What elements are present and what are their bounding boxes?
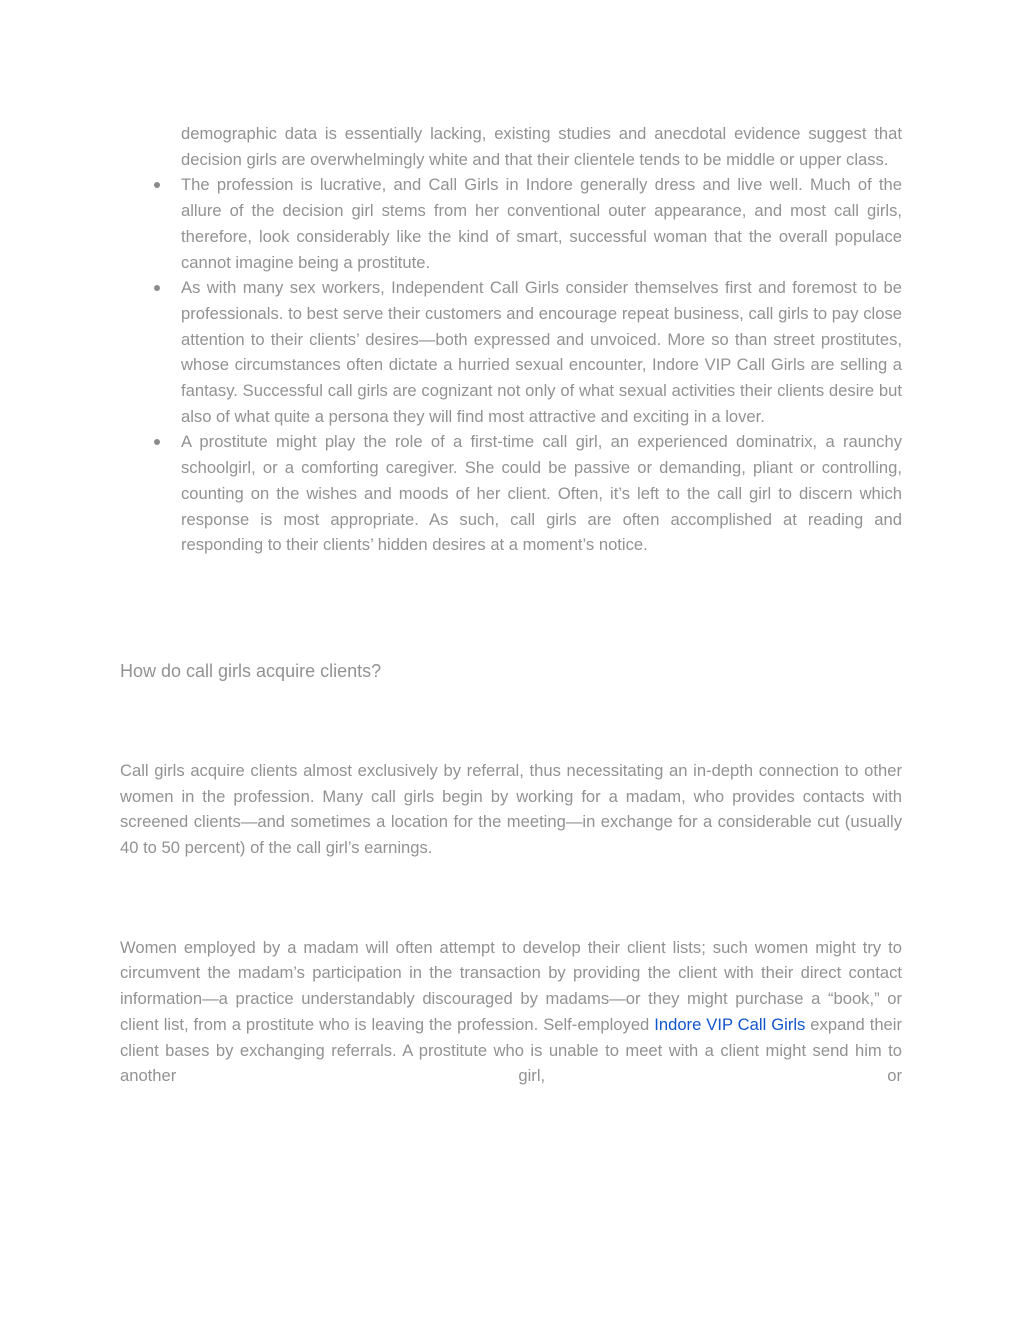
paragraph-text-before-link: Women employed by a madam will often attempt to develop their client lists; such women might try to circumvent the madam’s participation in the transaction by providing the client with their direct contact information—a practice understandably discouraged by madams—or they might purchase a “book,” or client list, from a prostitute who is leaving the profession. Self-employed: [120, 937, 902, 1034]
paragraph-madam-client-lists: [120, 935, 902, 1089]
paragraph-acquire-clients: Call girls acquire clients almost exclusively by referral, thus necessitating an in-depth connection to other women in the profession. Many call girls begin by working for a madam, who provides contacts with screened clients—and sometimes a location for the meeting—in exchange for a considerable cut (usually 40 to 50 percent) of the call girl’s earnings.: [120, 760, 902, 858]
list-item-sex-workers-professionals: As with many sex workers, Independent Call Girls consider themselves first and foremost to be professionals. to best serve their customers and encourage repeat business, call girls to pay close attention to their clients’ desires—both expressed and unvoiced. More so than street prostitutes, whose circumstances often dictate a hurried sexual encounter, Indore VIP Call Girls are selling a fantasy. Successful call girls are cognizant not only of what sexual activities their clients desire but also of what quite a persona they will find most attractive and exciting in a lover.: [120, 275, 902, 429]
section-heading: How do call girls acquire clients?: [120, 660, 382, 681]
list-item-continuation: demographic data is essentially lacking, existing studies and anecdotal evidence suggest that decision girls are overwhelmingly white and that their clientele tends to be middle or upper class.: [181, 124, 902, 169]
list-item-profession-lucrative: The profession is lucrative, and Call Girls in Indore generally dress and live well. Much of the allure of the decision girl stems from her conventional outer appearance, and most call girls, therefore, look considerably like the kind of smart, successful woman that the overall populace cannot imagine being a prostitute.: [120, 172, 902, 275]
indore-vip-call-girls-link[interactable]: Indore VIP Call Girls: [654, 1014, 806, 1034]
paragraph-text-after-link: expand their client bases by exchanging referrals. A prostitute who is unable to meet with a client might send him to another girl, or: [120, 1014, 902, 1086]
list-item-prostitute-roles: A prostitute might play the role of a first-time call girl, an experienced dominatrix, a raunchy schoolgirl, or a comforting caregiver. She could be passive or demanding, pliant or controlling, counting on the wishes and moods of her client. Often, it’s left to the call girl to discern which response is most appropriate. As such, call girls are often accomplished at reading and responding to their clients’ hidden desires at a moment’s notice.: [120, 429, 902, 558]
bullet-list: [120, 121, 902, 558]
